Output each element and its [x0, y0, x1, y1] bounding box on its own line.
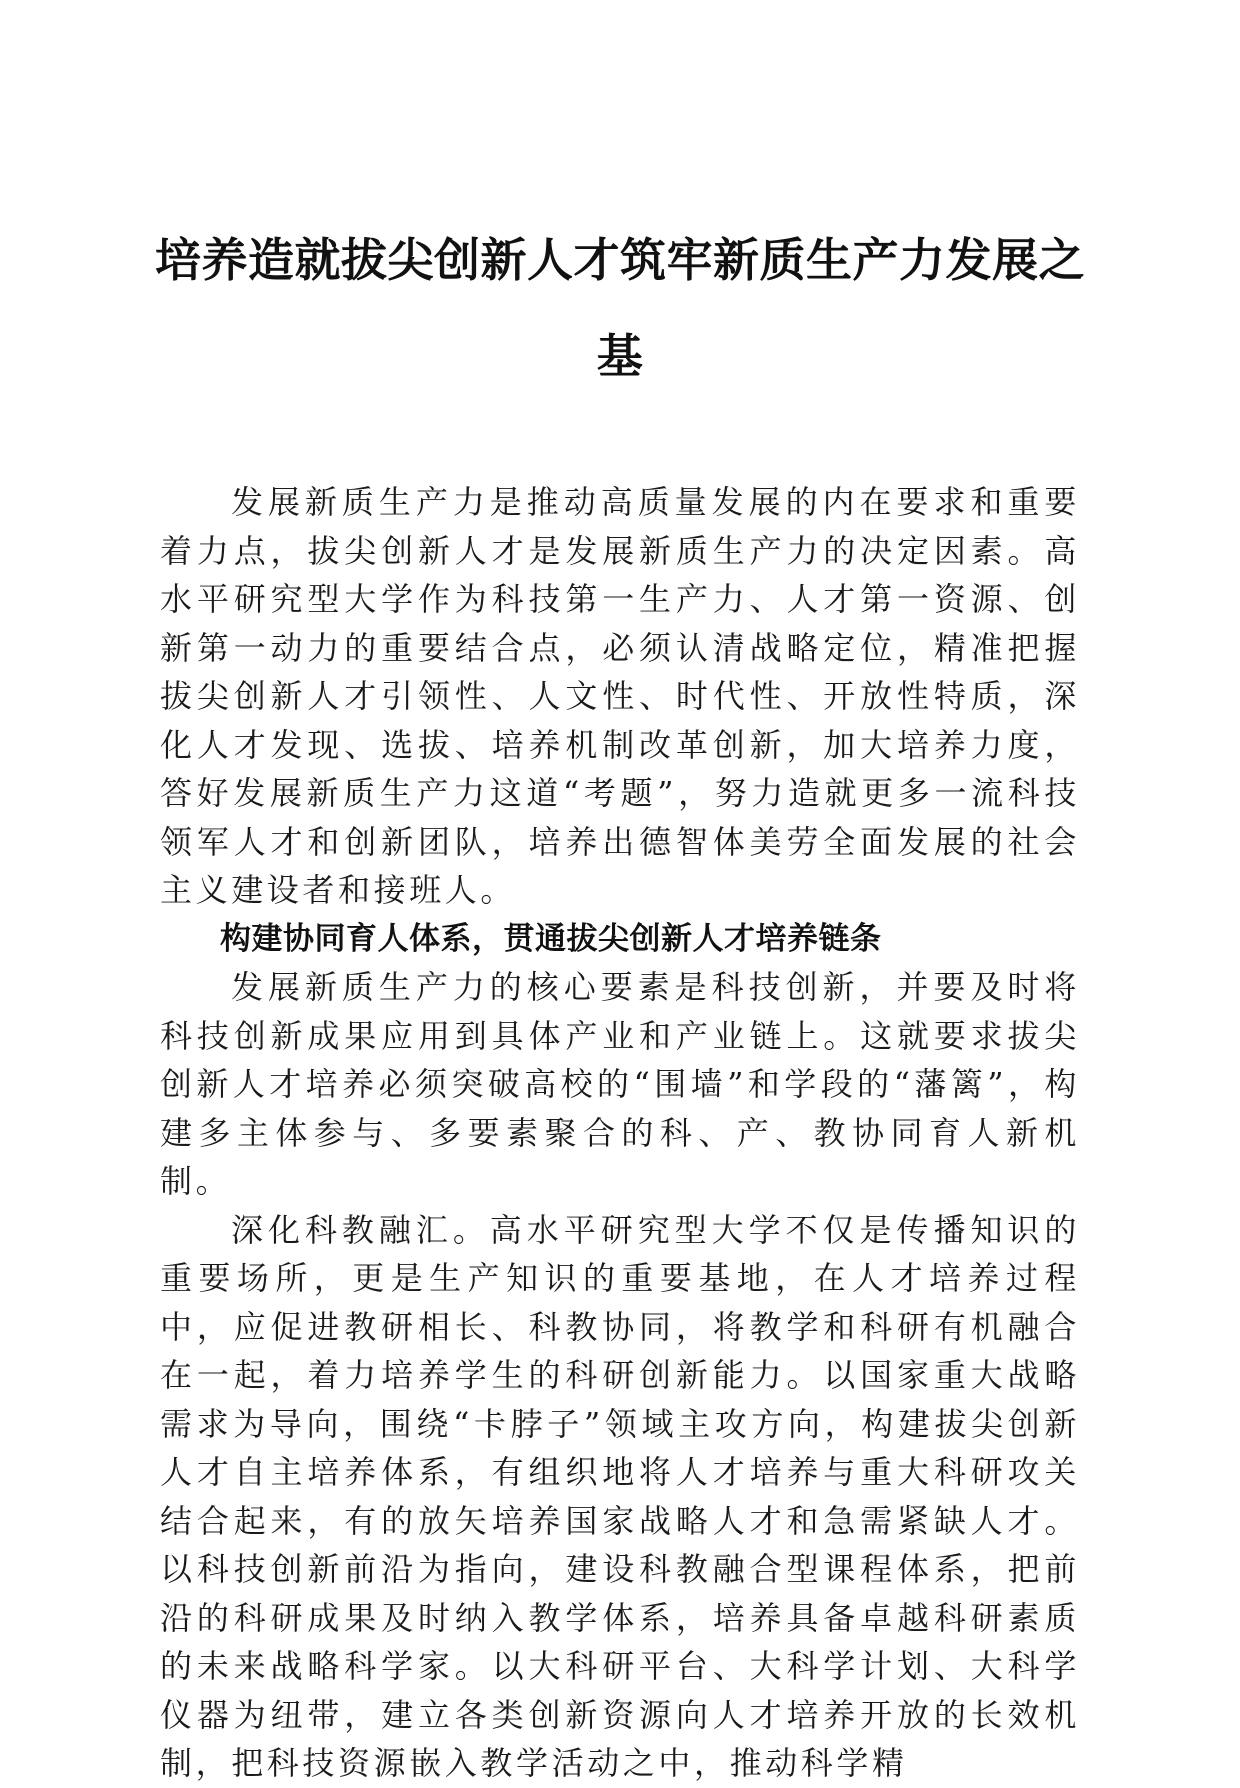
paragraph-science-education: 深化科教融汇。高水平研究型大学不仅是传播知识的重要场所，更是生产知识的重要基地，在人才培养过程中，应促进教研相长、科教协同，将教学和科研有机融合在一起，着力培养学生的科研创新能力。以国家重大战略需求为导向，围绕“卡脖子”领域主攻方向，构建拔尖创新人才自主培养体系，有组织地将人才培养与重大科研攻关结合起来，有的放矢培养国家战略人才和急需紧缺人才。以科技创新前沿为指向，建设科教融合型课程体系，把前沿的科研成果及时纳入教学体系，培养具备卓越科研素质的未来战略科学家。以大科研平台、大科学计划、大科学仪器为纽带，建立各类创新资源向人才培养开放的长效机制，把科技资源嵌入教学活动之中，推动科学精 [160, 1210, 1080, 1782]
section-heading: 构建协同育人体系，贯通拔尖创新人才培养链条 [220, 920, 882, 957]
document-body [160, 478, 1080, 1788]
paragraph-intro: 发展新质生产力是推动高质量发展的内在要求和重要着力点，拔尖创新人才是发展新质生产力的决定因素。高水平研究型大学作为科技第一生产力、人才第一资源、创新第一动力的重要结合点，必须认清战略定位，精准把握拔尖创新人才引领性、人文性、时代性、开放性特质，深化人才发现、选拔、培养机制改革创新，加大培养力度，答好发展新质生产力这道“考题”，努力造就更多一流科技领军人才和创新团队，培养出德智体美劳全面发展的社会主义建设者和接班人。 [160, 483, 1080, 909]
paragraph-core-elements: 发展新质生产力的核心要素是科技创新，并要及时将科技创新成果应用到具体产业和产业链上。这就要求拔尖创新人才培养必须突破高校的“围墙”和学段的“藩篱”，构建多主体参与、多要素聚合的科、产、教协同育人新机制。 [160, 968, 1080, 1200]
document-title: 培养造就拔尖创新人才筑牢新质生产力发展之基 [155, 233, 1085, 383]
